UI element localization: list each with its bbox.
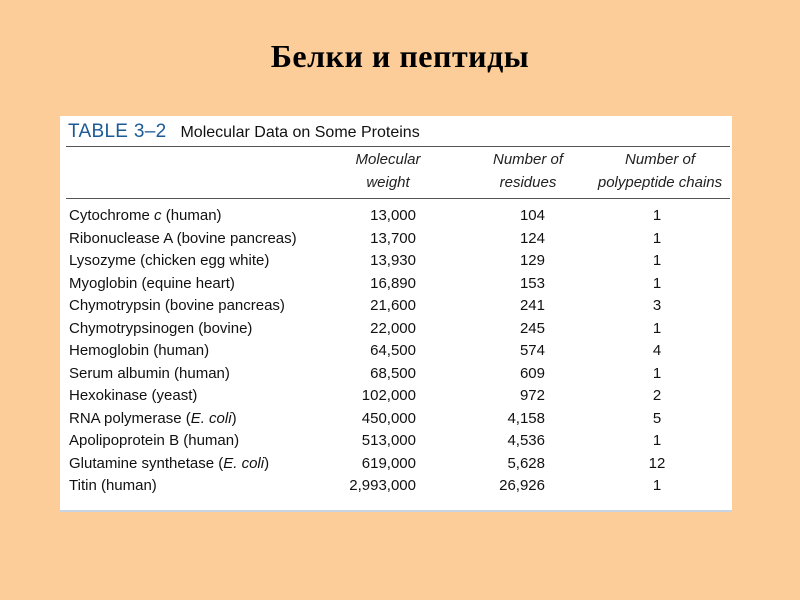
table-row <box>60 475 732 498</box>
column-header-molecular-weight: Molecular weight <box>355 151 421 191</box>
protein-name: Hemoglobin (human) <box>69 342 210 359</box>
protein-name: Hexokinase (yeast) <box>69 387 198 404</box>
residues-cell: 4,536 <box>507 432 545 449</box>
header-bottom-rule <box>66 198 730 199</box>
molecular-weight-cell: 102,000 <box>361 387 416 404</box>
residues-cell: 574 <box>519 342 545 359</box>
chains-cell: 1 <box>652 252 662 269</box>
table-row <box>60 385 732 408</box>
molecular-weight-cell: 16,890 <box>370 274 416 292</box>
protein-data-table <box>60 116 732 512</box>
table-body <box>60 205 732 498</box>
molecular-weight-cell: 619,000 <box>361 454 416 472</box>
residues-cell: 26,926 <box>499 477 545 494</box>
protein-name: Apolipoprotein B (human) <box>69 432 240 449</box>
residues-cell: 609 <box>519 364 545 382</box>
molecular-weight-cell: 21,600 <box>370 297 416 314</box>
chains-cell: 1 <box>652 319 662 337</box>
molecular-weight-cell: 22,000 <box>370 319 416 337</box>
chains-cell: 1 <box>652 364 662 382</box>
slide-title: Белки и пептиды <box>270 38 530 74</box>
table-row <box>60 250 732 273</box>
table-caption <box>68 121 420 143</box>
table-title: Molecular Data on Some Proteins <box>180 124 420 141</box>
table-row <box>60 340 732 363</box>
chains-cell: 1 <box>652 229 662 247</box>
table-row <box>60 273 732 296</box>
residues-cell: 104 <box>519 207 545 224</box>
chains-cell: 2 <box>652 387 662 404</box>
chains-cell: 12 <box>648 454 666 472</box>
protein-name: Cytochrome c (human) <box>69 207 222 224</box>
residues-cell: 124 <box>519 229 545 247</box>
chains-cell: 1 <box>652 207 662 224</box>
molecular-weight-cell: 513,000 <box>361 432 416 449</box>
molecular-weight-cell: 13,000 <box>370 207 416 224</box>
table-row <box>60 205 732 228</box>
molecular-weight-cell: 450,000 <box>361 409 416 427</box>
residues-cell: 129 <box>519 252 545 269</box>
residues-cell: 972 <box>519 387 545 404</box>
molecular-weight-cell: 13,930 <box>370 252 416 269</box>
table-bottom-rule <box>60 510 732 512</box>
residues-cell: 4,158 <box>507 409 545 427</box>
chains-cell: 1 <box>652 477 662 494</box>
protein-name: Glutamine synthetase (E. coli) <box>69 454 270 472</box>
residues-cell: 153 <box>519 274 545 292</box>
protein-name: RNA polymerase (E. coli) <box>69 409 237 427</box>
table-row <box>60 228 732 251</box>
chains-cell: 4 <box>652 342 662 359</box>
column-header-residues: Number of residues <box>492 151 564 191</box>
table-row <box>60 363 732 386</box>
chains-cell: 1 <box>652 432 662 449</box>
table-row <box>60 295 732 318</box>
chains-cell: 5 <box>652 409 662 427</box>
protein-name: Lysozyme (chicken egg white) <box>69 252 270 269</box>
residues-cell: 241 <box>519 297 545 314</box>
protein-name: Ribonuclease A (bovine pancreas) <box>69 229 297 247</box>
molecular-weight-cell: 68,500 <box>370 364 416 382</box>
molecular-weight-cell: 64,500 <box>370 342 416 359</box>
chains-cell: 1 <box>652 274 662 292</box>
table-row <box>60 318 732 341</box>
protein-name: Serum albumin (human) <box>69 364 230 382</box>
protein-name: Myoglobin (equine heart) <box>69 274 235 292</box>
protein-name: Chymotrypsinogen (bovine) <box>69 319 253 337</box>
residues-cell: 245 <box>519 319 545 337</box>
table-row <box>60 453 732 476</box>
residues-cell: 5,628 <box>507 454 545 472</box>
molecular-weight-cell: 13,700 <box>370 229 416 247</box>
column-header-chains: Number of polypeptide chains <box>597 151 723 191</box>
header-top-rule <box>66 146 730 147</box>
molecular-weight-cell: 2,993,000 <box>349 477 416 494</box>
table-row <box>60 430 732 453</box>
protein-name: Chymotrypsin (bovine pancreas) <box>69 297 285 314</box>
table-row <box>60 408 732 431</box>
table-label: TABLE 3–2 <box>68 121 167 142</box>
protein-name: Titin (human) <box>69 477 157 494</box>
chains-cell: 3 <box>652 297 662 314</box>
